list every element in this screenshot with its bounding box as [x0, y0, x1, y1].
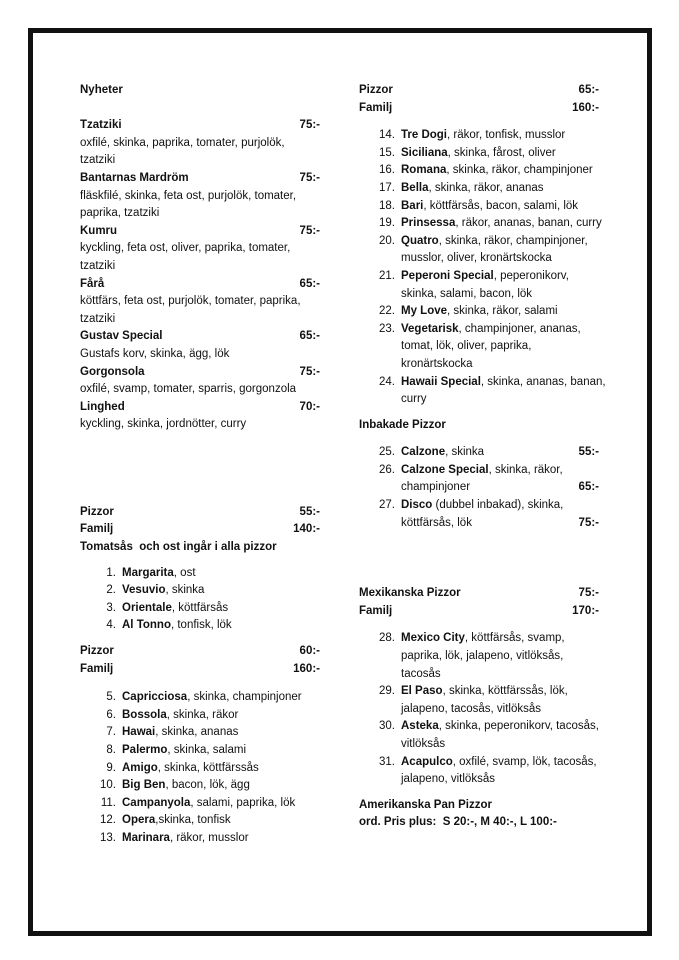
pizza-number [359, 736, 401, 754]
pizza-number: 5. [106, 691, 116, 704]
pizza-ingredients: , skinka, köttfärssås, lök, [442, 685, 568, 698]
pizza-name: Campanyola [122, 796, 191, 809]
group2-familj-row [80, 661, 320, 679]
pizza-number: 23. [379, 322, 395, 335]
pizza-name: Vegetarisk [401, 322, 459, 335]
pizza-name: My Love [401, 305, 448, 318]
pizza-text [401, 497, 599, 515]
nyheter-item-desc: kyckling, skinka, jordnötter, curry [80, 418, 247, 431]
pizza-number: 29. [379, 685, 395, 698]
group3-familj-price: 160:- [572, 101, 599, 114]
pizza-ingredients: , räkor, tonfisk, musslor [447, 129, 566, 142]
nyheter-item-name: Linghed [80, 400, 125, 413]
group1-note: Tomatsås och ost ingår i alla pizzor [80, 541, 277, 554]
pizza-text [401, 444, 579, 462]
pizza-number: 17. [379, 181, 395, 194]
pizza-ingredients: tacosås [401, 667, 441, 680]
pizza-item [80, 617, 320, 635]
pizza-item [80, 582, 320, 600]
pizza-number: 10. [100, 779, 116, 792]
nyheter-item-header [80, 223, 320, 241]
pizza-number [359, 286, 401, 304]
pizza-item [80, 689, 320, 707]
nyheter-item-desc: paprika, tzatziki [80, 207, 160, 220]
group3-pizzor-price: 65:- [578, 84, 599, 96]
pizza-name: Capricciosa [122, 691, 188, 704]
pizza-text [122, 830, 320, 848]
pizza-text [401, 127, 599, 145]
pizza-ingredients: , skinka [445, 446, 485, 459]
pizza-item [359, 215, 602, 233]
pizza-ingredients: , skinka, räkor, salami [447, 305, 558, 318]
mexikanska-heading-price: 75:- [578, 587, 599, 600]
pizza-item [80, 760, 320, 778]
pizza-ingredients: , skinka, räkor, champinjoner [446, 164, 593, 177]
pizza-ingredients: champinjoner [401, 481, 471, 494]
pizza-item [359, 683, 599, 701]
pizza-text [401, 356, 599, 374]
nyheter-item-desc: Gustafs korv, skinka, ägg, lök [80, 347, 230, 360]
pizza-item [80, 742, 320, 760]
pizza-text [401, 268, 599, 286]
pizza-price: 55:- [578, 446, 599, 459]
pizza-name: Marinara [122, 831, 170, 844]
pizza-number: 27. [379, 499, 395, 512]
mexikanska-familj-label: Familj [359, 604, 393, 617]
nyheter-item-desc: tzatziki [80, 154, 116, 167]
pizza-number [359, 666, 401, 684]
pizza-number: 30. [379, 720, 395, 733]
amerikanska-heading: Amerikanska Pan Pizzor [359, 798, 492, 811]
pizza-name: Palermo [122, 744, 168, 756]
nyheter-item-price: 75:- [299, 224, 320, 237]
nyheter-item-name: Bantarnas Mardröm [80, 171, 189, 184]
pizza-ingredients: paprika, lök, jalapeno, vitlöksås, [401, 650, 564, 663]
amerikanska-prices: ord. Pris plus: S 20:-, M 40:-, L 100:- [359, 816, 557, 829]
pizza-number: 21. [379, 269, 395, 282]
pizza-name: Romana [401, 164, 447, 177]
pizza-number: 4. [106, 619, 116, 632]
nyheter-list [80, 117, 320, 434]
pizza-ingredients: , köttfärsås, svamp, [464, 632, 565, 645]
pizza-item-continuation [359, 736, 599, 754]
pizza-text [122, 724, 320, 742]
pizza-number: 22. [379, 305, 395, 318]
pizza-text [401, 145, 599, 163]
pizza-name: El Paso [401, 685, 443, 698]
pizza-number [359, 701, 401, 719]
pizza-number: 15. [379, 146, 395, 159]
pizza-item [80, 777, 320, 795]
pizza-ingredients: kronärtskocka [401, 357, 473, 370]
pizza-text [401, 338, 599, 356]
pizza-item-continuation [359, 286, 599, 304]
nyheter-item-price: 75:- [299, 171, 320, 184]
nyheter-item-price: 75:- [299, 365, 320, 378]
group1-pizzor-row [80, 504, 320, 522]
pizza-ingredients: , skinka, räkor, ananas [428, 181, 544, 194]
pizza-ingredients: , skinka, champinjoner [187, 691, 302, 704]
pizza-ingredients: vitlöksås [401, 738, 446, 750]
pizza-item [80, 724, 320, 742]
pizza-name: Mexico City [401, 632, 465, 645]
pizza-text [401, 250, 599, 268]
right-column [359, 82, 606, 832]
pizza-item [359, 321, 599, 339]
pizza-ingredients: , oxfilé, svamp, lök, tacosås, [452, 755, 597, 768]
group3-pizzor-row [359, 82, 599, 100]
group3-pizzor-label: Pizzor [359, 84, 393, 96]
pizza-item [359, 162, 599, 180]
pizza-item [359, 127, 599, 145]
pizza-text [401, 736, 599, 754]
pizza-item [359, 754, 599, 772]
pizza-item [359, 145, 599, 163]
pizza-name: Hawai [122, 726, 156, 739]
pizza-text [122, 777, 320, 795]
pizza-ingredients: , köttfärsås, bacon, salami, lök [423, 199, 579, 212]
pizza-ingredients: , bacon, lök, ägg [165, 779, 250, 792]
group1-pizzor-label: Pizzor [80, 505, 114, 518]
pizza-number: 25. [379, 446, 395, 459]
pizza-text [122, 565, 320, 583]
pizza-name: Tre Dogi [401, 129, 448, 142]
pizza-number: 8. [106, 744, 116, 756]
pizza-ingredients: skinka, salami, bacon, lök [401, 287, 533, 300]
pizza-price: 65:- [578, 481, 599, 494]
group2-familj-label: Familj [80, 662, 114, 675]
pizza-name: Bossola [122, 708, 167, 721]
pizza-item-continuation [359, 479, 599, 497]
mexikanska-heading: Mexikanska Pizzor [359, 587, 461, 600]
nyheter-item-desc: köttfärs, feta ost, purjolök, tomater, paprika, [80, 295, 301, 308]
pizza-item-continuation [359, 515, 599, 533]
pizza-ingredients: , ost [173, 566, 196, 579]
pizza-number: 19. [379, 217, 395, 230]
pizza-item-continuation [359, 391, 599, 409]
nyheter-item-header [80, 117, 320, 135]
group2-pizzor-row [80, 643, 320, 661]
pizza-ingredients: , räkor, musslor [169, 831, 249, 844]
pizza-number: 7. [106, 726, 116, 739]
nyheter-item-price: 75:- [299, 119, 320, 132]
pizza-item-continuation [359, 648, 599, 666]
pizza-number: 2. [106, 584, 116, 597]
pizza-item-continuation [359, 701, 599, 719]
pizza-name: Opera [122, 814, 156, 827]
pizza-text [122, 812, 320, 830]
pizza-text [122, 600, 320, 618]
nyheter-item-header [80, 170, 320, 188]
nyheter-item-desc: oxfilé, svamp, tomater, sparris, gorgonzola [80, 383, 297, 396]
pizza-text [122, 760, 320, 778]
pizza-text [122, 582, 320, 600]
pizza-number: 26. [379, 463, 395, 476]
pizza-number [359, 515, 401, 533]
pizza-item [359, 233, 599, 251]
pizza-number: 1. [106, 566, 116, 579]
pizza-number: 13. [100, 831, 116, 844]
pizza-item-continuation [359, 338, 599, 356]
pizza-item-continuation [359, 771, 599, 789]
left-column [80, 82, 320, 848]
pizza-ingredients: , tonfisk, lök [170, 619, 232, 632]
pizza-text [122, 707, 320, 725]
group2-familj-price: 160:- [293, 662, 320, 675]
pizza-name: Peperoni Special [401, 269, 494, 282]
pizza-text [401, 462, 599, 480]
pizza-text [122, 795, 320, 813]
pizza-text [401, 286, 599, 304]
pizza-item [359, 303, 599, 321]
nyheter-item-name: Kumru [80, 224, 118, 237]
pizza-name: Asteka [401, 720, 439, 733]
pizza-number: 24. [379, 375, 395, 388]
nyheter-item-header [80, 276, 320, 294]
pizza-name: Siciliana [401, 146, 448, 159]
nyheter-item-name: Gorgonsola [80, 365, 145, 378]
pizza-name: Calzone [401, 446, 446, 459]
pizza-number: 16. [379, 164, 395, 177]
pizza-item [359, 180, 599, 198]
group2-pizzor-price: 60:- [299, 645, 320, 658]
pizza-ingredients: , skinka [165, 584, 205, 597]
pizza-item [80, 707, 320, 725]
mexikanska-familj-row [359, 603, 599, 621]
pizza-name: Al Tonno [122, 619, 171, 632]
pizza-item-continuation [359, 666, 599, 684]
pizza-text [401, 515, 579, 533]
pizza-number [359, 250, 401, 268]
pizza-name: Bari [401, 199, 424, 212]
pizza-item [359, 444, 599, 462]
pizza-number [359, 771, 401, 789]
pizza-number [359, 356, 401, 374]
pizza-item [359, 497, 599, 515]
pizza-item [359, 268, 599, 286]
pizza-ingredients: jalapeno, vitlöksås [401, 773, 495, 786]
pizza-text [401, 701, 599, 719]
pizza-item [80, 565, 320, 583]
group1-list [80, 565, 320, 635]
group1-familj-price: 140:- [293, 523, 320, 536]
pizza-ingredients: (dubbel inbakad), skinka, [432, 499, 564, 512]
pizza-number [359, 648, 401, 666]
pizza-text [401, 771, 599, 789]
nyheter-item-price: 70:- [299, 400, 320, 413]
nyheter-item-desc: tzatziki [80, 312, 116, 325]
pizza-text [401, 666, 599, 684]
group3-familj-row [359, 100, 599, 118]
pizza-item [80, 600, 320, 618]
group1-familj-row [80, 521, 320, 539]
pizza-text [401, 162, 599, 180]
pizza-ingredients: , skinka, salami [167, 744, 246, 756]
group3-list [359, 127, 606, 409]
mexikanska-list [359, 630, 599, 788]
nyheter-item-desc: tzatziki [80, 259, 116, 272]
pizza-text [401, 321, 599, 339]
pizza-text [401, 630, 599, 648]
pizza-name: Margarita [122, 566, 174, 579]
pizza-item [80, 795, 320, 813]
pizza-ingredients: , räkor, ananas, banan, curry [455, 217, 602, 230]
group2-list [80, 689, 320, 847]
nyheter-item-price: 65:- [299, 330, 320, 343]
pizza-text [401, 233, 599, 251]
pizza-text [122, 617, 320, 635]
pizza-text [401, 303, 599, 321]
pizza-item [359, 462, 599, 480]
pizza-text [401, 180, 599, 198]
inbakade-heading: Inbakade Pizzor [359, 418, 446, 431]
nyheter-item-name: Tzatziki [80, 119, 122, 132]
pizza-number: 31. [379, 755, 395, 768]
pizza-text [401, 215, 602, 233]
nyheter-item-header [80, 328, 320, 346]
pizza-text [401, 479, 579, 497]
nyheter-item-name: Gustav Special [80, 330, 163, 343]
nyheter-item-name: Fårå [80, 277, 105, 290]
pizza-ingredients: , peperonikorv, [493, 269, 569, 282]
pizza-number: 28. [379, 632, 395, 645]
pizza-name: Vesuvio [122, 584, 166, 597]
nyheter-heading: Nyheter [80, 84, 123, 96]
pizza-name: Disco [401, 499, 433, 512]
pizza-number: 18. [379, 199, 395, 212]
pizza-item-continuation [359, 250, 599, 268]
pizza-ingredients: musslor, oliver, kronärtskocka [401, 252, 552, 265]
pizza-text [401, 718, 599, 736]
pizza-text [401, 374, 606, 392]
group3-familj-label: Familj [359, 101, 393, 114]
pizza-ingredients: curry [401, 393, 427, 406]
nyheter-item-header [80, 364, 320, 382]
pizza-ingredients: , skinka, peperonikorv, tacosås, [438, 720, 599, 733]
pizza-item [359, 374, 606, 392]
pizza-number [359, 479, 401, 497]
nyheter-item-desc: fläskfilé, skinka, feta ost, purjolök, tomater, [80, 189, 297, 202]
pizza-ingredients: köttfärsås, lök [401, 516, 472, 529]
pizza-ingredients: , skinka, räkor [166, 708, 239, 721]
group2-pizzor-label: Pizzor [80, 645, 114, 658]
pizza-name: Orientale [122, 601, 172, 614]
pizza-ingredients: tomat, lök, oliver, paprika, [401, 340, 532, 353]
pizza-number: 20. [379, 234, 395, 247]
mexikanska-familj-price: 170:- [572, 604, 599, 617]
mexikanska-heading-row [359, 585, 599, 603]
pizza-ingredients: , skinka, räkor, champinjoner, [438, 234, 588, 247]
pizza-number: 14. [379, 129, 395, 142]
pizza-number: 3. [106, 601, 116, 614]
pizza-ingredients: , skinka, ananas [155, 726, 239, 739]
nyheter-item-desc: kyckling, feta ost, oliver, paprika, tomater, [80, 242, 291, 255]
pizza-item [80, 830, 320, 848]
pizza-ingredients: jalapeno, tacosås, vitlöksås [401, 702, 541, 715]
pizza-item [80, 812, 320, 830]
pizza-text [401, 683, 599, 701]
pizza-price: 75:- [578, 516, 599, 529]
pizza-item [359, 630, 599, 648]
pizza-item [359, 718, 599, 736]
pizza-text [401, 391, 599, 409]
pizza-name: Amigo [122, 761, 158, 774]
pizza-ingredients: , skinka, räkor, [488, 463, 563, 476]
pizza-ingredients: , skinka, fårost, oliver [447, 146, 556, 159]
nyheter-item-price: 65:- [299, 277, 320, 290]
pizza-name: Calzone Special [401, 463, 489, 476]
group1-familj-label: Familj [80, 523, 114, 536]
pizza-name: Bella [401, 181, 429, 194]
group1-pizzor-price: 55:- [299, 505, 320, 518]
inbakade-list [359, 444, 599, 532]
pizza-name: Acapulco [401, 755, 453, 768]
nyheter-item-header [80, 399, 320, 417]
nyheter-item-desc: oxfilé, skinka, paprika, tomater, purjolök, [80, 136, 285, 149]
pizza-name: Prinsessa [401, 217, 456, 230]
pizza-name: Quatro [401, 234, 439, 247]
pizza-number [359, 391, 401, 409]
pizza-number: 11. [100, 796, 116, 809]
pizza-number: 6. [106, 708, 116, 721]
pizza-text [401, 648, 599, 666]
pizza-ingredients: ,skinka, tonfisk [155, 814, 231, 827]
pizza-ingredients: , skinka, ananas, banan, [480, 375, 606, 388]
pizza-text [122, 742, 320, 760]
pizza-text [122, 689, 320, 707]
pizza-item [359, 198, 599, 216]
pizza-text [401, 754, 599, 772]
pizza-name: Big Ben [122, 779, 166, 792]
pizza-number: 9. [106, 761, 116, 774]
pizza-item-continuation [359, 356, 599, 374]
pizza-text [401, 198, 599, 216]
pizza-name: Hawaii Special [401, 375, 481, 388]
pizza-ingredients: , köttfärsås [171, 601, 229, 614]
pizza-ingredients: , champinjoner, ananas, [458, 322, 581, 335]
pizza-ingredients: , skinka, köttfärssås [157, 761, 259, 774]
pizza-number [359, 338, 401, 356]
pizza-ingredients: , salami, paprika, lök [190, 796, 296, 809]
pizza-number: 12. [100, 814, 116, 827]
